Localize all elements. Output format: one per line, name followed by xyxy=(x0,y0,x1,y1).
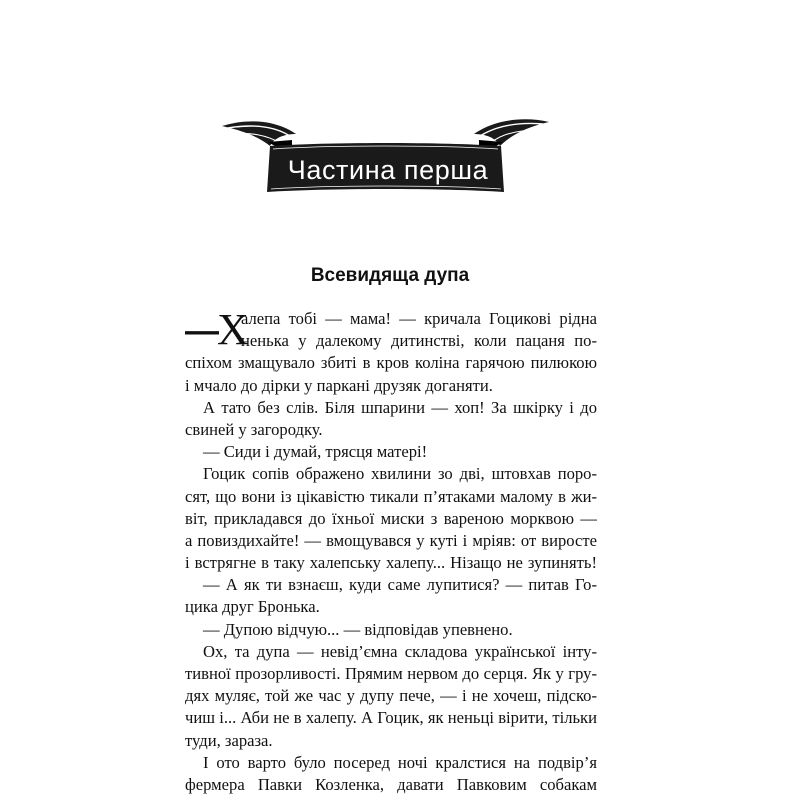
text-line: Гоцик сопів ображено хвилини зо дві, штовхав поро- xyxy=(203,464,597,484)
text-line: чиш і... Аби не в халепу. А Гоцик, як неньці вірити, тільки xyxy=(185,708,597,728)
text-line: — А як ти взнаєш, куди саме лупитися? — питав Го- xyxy=(203,575,597,595)
text-line: і встрягне в таку халепську халепу... Нізащо не зупинять! xyxy=(185,553,597,573)
drop-cap-letter: Х xyxy=(217,305,249,354)
text-line: — Дупою відчую... — відповідав упевнено. xyxy=(203,619,513,639)
text-line: фермера Павки Козленка, давати Павковим собакам xyxy=(185,774,597,794)
text-line: ненька у далекому дитинстві, коли пацаня по- xyxy=(241,331,597,351)
text-line: А тато без слів. Біля шпарини — хоп! За шкірку і до xyxy=(203,397,597,417)
text-line: сят, що вони із цікавістю тикали п’ятаками малому в жи- xyxy=(185,486,597,506)
text-line: свиней у загородку. xyxy=(185,419,323,439)
text-line: і мчало до дірки у паркані друзяк доганяти. xyxy=(185,375,493,395)
body-text xyxy=(185,305,597,796)
text-line: цика друг Бронька. xyxy=(185,597,320,617)
text-line: тивної прозорливості. Прямим нервом до серця. Як у гру- xyxy=(185,664,597,683)
text-line: спіхом змащувало збиті в кров коліна гарячою пилюкою xyxy=(185,353,597,373)
chapter-title: Всевидяща дупа xyxy=(310,265,470,286)
chapter-ribbon-banner xyxy=(218,112,553,204)
text-line: туди, зараза. xyxy=(185,730,273,750)
text-line: І ото варто було посеред ночі кралстися на подвір’я xyxy=(203,752,597,772)
text-line: — Сиди і думай, трясця матері! xyxy=(203,442,428,462)
text-line: віт, прикладався до їхньої миски з вареною морквою — xyxy=(185,508,597,528)
part-title: Частина перша xyxy=(287,154,489,185)
first-line-text: алепа тобі — мама! — кричала Гоциковi рідна xyxy=(241,309,597,328)
drop-dash: — xyxy=(185,312,219,350)
text-line: а повиздихайте! — вмощувався у куті і мріяв: от виросте xyxy=(185,530,597,550)
text-line: дях муляє, той же час у дупу пече, — і не хочеш, підско- xyxy=(185,686,597,706)
text-line: Ох, та дупа — невід’ємна складова української інту- xyxy=(203,641,597,661)
